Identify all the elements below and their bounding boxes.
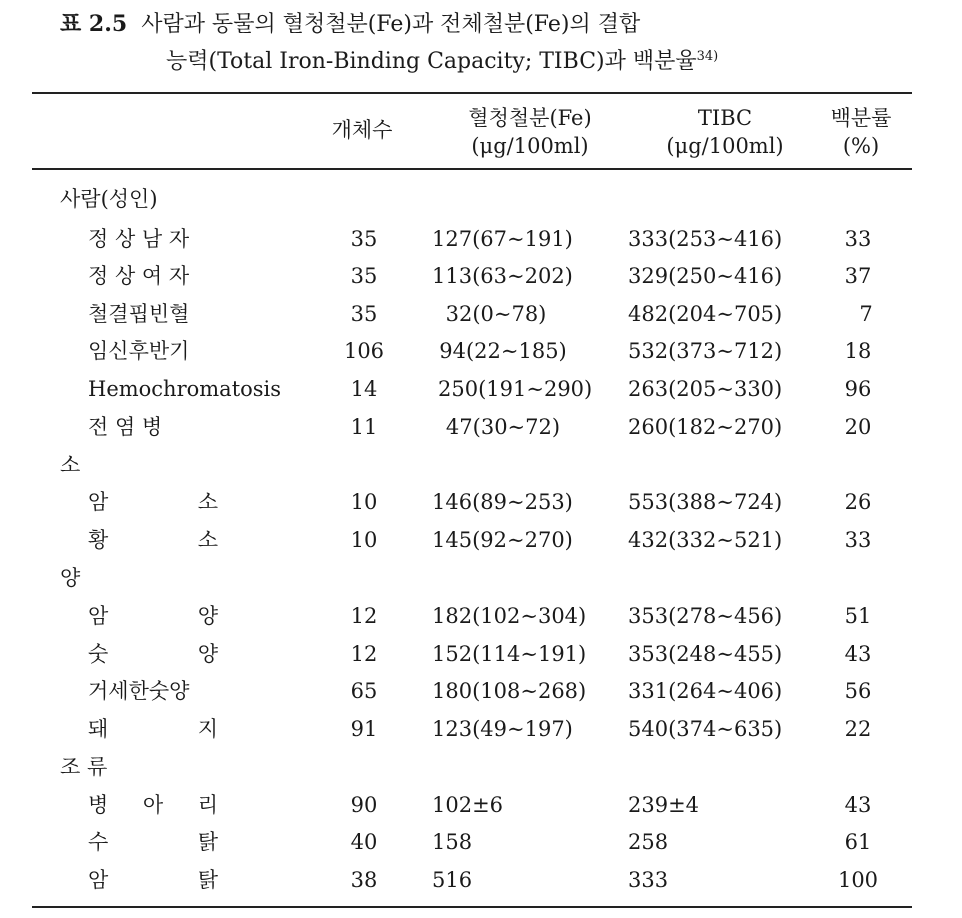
group-label: 조 류	[60, 755, 108, 779]
caption-title-line-1: 사람과 동물의 혈청철분(Fe)과 전체철분(Fe)의 결합	[141, 12, 641, 37]
row-name: 돼 지	[88, 717, 218, 741]
row-fe: 145(92∼270)	[432, 528, 573, 552]
row-percent: 18	[844, 339, 872, 363]
row-tibc: 239±4	[628, 793, 700, 817]
table-row	[0, 711, 962, 748]
group-row	[0, 560, 962, 597]
header-fe-unit: (μg/100ml)	[471, 134, 589, 158]
row-fe: 158	[432, 830, 473, 854]
row-count: 14	[350, 377, 378, 401]
row-count: 35	[350, 227, 378, 251]
row-fe: 123(49∼197)	[432, 717, 573, 741]
row-percent: 37	[844, 264, 872, 288]
row-count: 90	[350, 793, 378, 817]
group-label: 사람(성인)	[60, 187, 158, 211]
header-fe-label: 혈청철분(Fe)	[468, 106, 592, 130]
row-count: 35	[350, 264, 378, 288]
row-name: Hemochromatosis	[88, 377, 282, 401]
row-fe: 32(0∼78)	[445, 302, 547, 326]
row-fe: 182(102∼304)	[432, 604, 587, 628]
table-row	[0, 484, 962, 521]
group-label: 소	[60, 453, 81, 477]
header-count	[322, 116, 402, 144]
row-tibc: 540(374∼635)	[628, 717, 783, 741]
row-tibc: 482(204∼705)	[628, 302, 783, 326]
row-percent: 56	[844, 679, 872, 703]
row-name: 거세한숫양	[88, 679, 190, 703]
row-fe: 113(63∼202)	[432, 264, 573, 288]
row-fe: 102±6	[432, 793, 504, 817]
top-rule	[32, 92, 912, 94]
header-percent-label: 백분률	[830, 106, 892, 130]
row-tibc: 263(205∼330)	[628, 377, 783, 401]
header-rule	[32, 168, 912, 170]
row-fe: 146(89∼253)	[432, 490, 573, 514]
header-percent-unit: (%)	[842, 134, 880, 158]
caption-line-1	[60, 8, 718, 41]
row-count: 91	[350, 717, 378, 741]
row-tibc: 353(248∼455)	[628, 642, 783, 666]
header-percent	[816, 104, 906, 160]
group-row	[0, 181, 962, 218]
row-fe: 152(114∼191)	[432, 642, 587, 666]
row-count: 11	[350, 415, 378, 439]
table-row	[0, 824, 962, 861]
row-tibc: 260(182∼270)	[628, 415, 783, 439]
row-fe: 94(22∼185)	[439, 339, 567, 363]
row-percent: 100	[837, 868, 879, 892]
row-count: 106	[343, 339, 385, 363]
table-row	[0, 673, 962, 710]
group-label: 양	[60, 566, 81, 590]
table-row	[0, 371, 962, 408]
table-row	[0, 787, 962, 824]
row-name: 임신후반기	[88, 339, 190, 363]
table-row	[0, 258, 962, 295]
row-fe: 47(30∼72)	[445, 415, 561, 439]
row-fe: 127(67∼191)	[432, 227, 573, 251]
row-name: 정 상 남 자	[88, 227, 190, 251]
header-tibc-unit: (μg/100ml)	[666, 134, 784, 158]
row-tibc: 333(253∼416)	[628, 227, 783, 251]
row-name: 숫 양	[88, 642, 218, 666]
row-count: 10	[350, 490, 378, 514]
row-tibc: 432(332∼521)	[628, 528, 783, 552]
row-name: 병 아 리	[88, 793, 218, 817]
row-tibc: 331(264∼406)	[628, 679, 783, 703]
row-count: 35	[350, 302, 378, 326]
bottom-rule	[32, 906, 912, 908]
row-name: 암 탉	[88, 868, 218, 892]
row-name: 암 양	[88, 604, 218, 628]
row-percent: 33	[844, 528, 872, 552]
row-count: 38	[350, 868, 378, 892]
row-percent: 51	[844, 604, 872, 628]
row-percent: 22	[844, 717, 872, 741]
row-tibc: 333	[628, 868, 669, 892]
row-percent: 61	[844, 830, 872, 854]
header-count-label: 개체수	[331, 118, 393, 142]
row-percent: 7	[859, 302, 873, 326]
row-tibc: 329(250∼416)	[628, 264, 783, 288]
group-row	[0, 749, 962, 786]
caption-line-2	[60, 41, 718, 78]
row-fe: 516	[432, 868, 473, 892]
row-name: 수 탉	[88, 830, 218, 854]
row-percent: 33	[844, 227, 872, 251]
row-fe: 250(191∼290)	[438, 377, 593, 401]
row-count: 65	[350, 679, 378, 703]
table-row	[0, 862, 962, 899]
table-row	[0, 221, 962, 258]
row-name: 황 소	[88, 528, 218, 552]
row-name: 암 소	[88, 490, 218, 514]
row-tibc: 532(373∼712)	[628, 339, 783, 363]
row-tibc: 553(388∼724)	[628, 490, 783, 514]
row-count: 12	[350, 604, 378, 628]
row-name: 정 상 여 자	[88, 264, 190, 288]
table-row	[0, 636, 962, 673]
row-percent: 43	[844, 793, 872, 817]
row-count: 10	[350, 528, 378, 552]
header-fe	[430, 104, 630, 160]
header-tibc-label: TIBC	[697, 106, 753, 130]
row-percent: 43	[844, 642, 872, 666]
row-name: 철결핍빈혈	[88, 302, 190, 326]
table-row	[0, 333, 962, 370]
row-count: 40	[350, 830, 378, 854]
row-tibc: 353(278∼456)	[628, 604, 783, 628]
table-row	[0, 522, 962, 559]
row-tibc: 258	[628, 830, 669, 854]
table-row	[0, 296, 962, 333]
row-count: 12	[350, 642, 378, 666]
table-number: 표 2.5	[60, 11, 128, 37]
table-row	[0, 598, 962, 635]
table-caption	[60, 8, 718, 78]
header-tibc	[630, 104, 820, 160]
row-fe: 180(108∼268)	[432, 679, 587, 703]
caption-title-line-2: 능력(Total Iron-Binding Capacity; TIBC)과 백분율	[166, 49, 697, 74]
row-percent: 26	[844, 490, 872, 514]
group-row	[0, 447, 962, 484]
reference-mark: 34)	[696, 49, 719, 64]
row-percent: 96	[844, 377, 872, 401]
row-percent: 20	[844, 415, 872, 439]
table-row	[0, 409, 962, 446]
row-name: 전 염 병	[88, 415, 163, 439]
